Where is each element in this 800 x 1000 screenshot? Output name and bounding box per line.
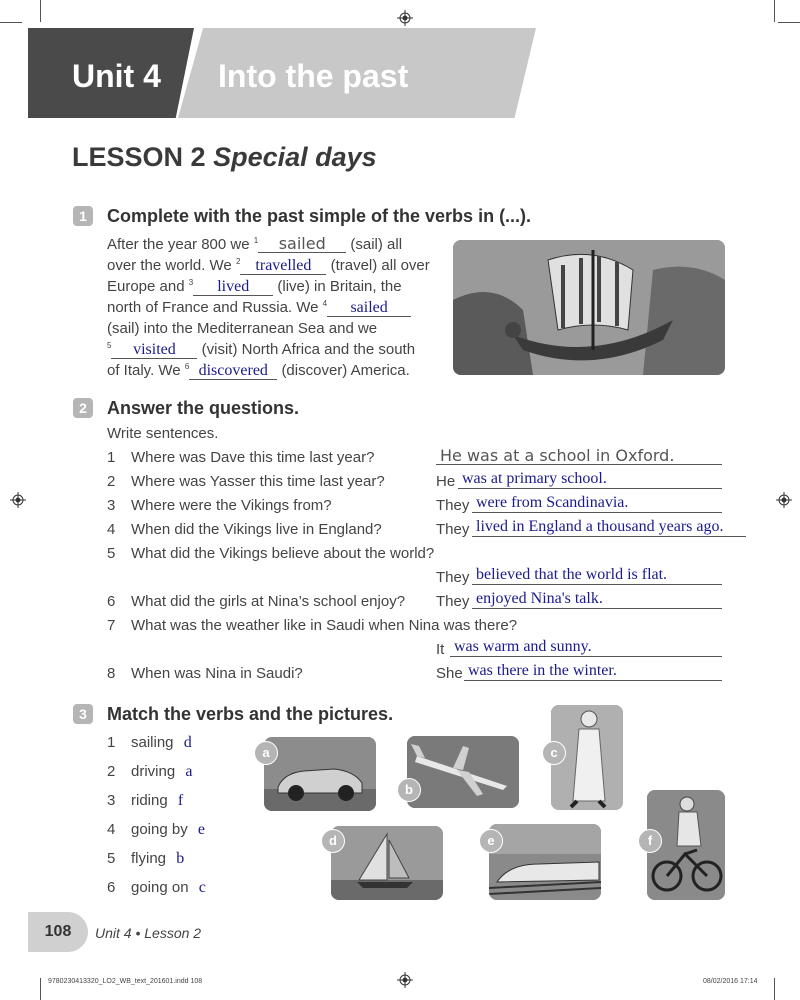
picture-c-label: c xyxy=(542,741,566,765)
match-item-2: 2 driving a xyxy=(107,763,193,780)
question-6: 6 What did the girls at Nina’s school enjoy? xyxy=(107,593,406,610)
page-number: 108 xyxy=(28,912,88,952)
task-1-line-4: north of France and Russia. We $^4$ sailed xyxy=(107,299,411,317)
task-1-line-5: (sail) into the Mediterranean Sea and we xyxy=(107,320,378,337)
picture-b-label: b xyxy=(397,778,421,802)
match-answer-5[interactable]: b xyxy=(176,850,185,867)
task-2-subtitle: Write sentences. xyxy=(107,425,219,442)
sailboat-icon xyxy=(331,826,443,900)
answer-1[interactable]: He was at a school in Oxford. xyxy=(436,446,722,465)
viking-ship-icon xyxy=(453,240,725,375)
train-icon xyxy=(489,824,601,900)
picture-a-label: a xyxy=(254,741,278,765)
task-1-line-1: After the year 800 we $^1$ sailed (sail) all xyxy=(107,234,403,253)
task-1-title: Complete with the past simple of the verbs in (...). xyxy=(107,206,532,226)
answer-blank-2[interactable]: travelled xyxy=(240,258,326,275)
registration-mark-icon xyxy=(10,492,26,508)
answer-6[interactable]: enjoyed Nina's talk. xyxy=(472,590,722,609)
question-3: 3 Where were the Vikings from? xyxy=(107,497,332,514)
picture-e-label: e xyxy=(479,829,503,853)
answer-blank-6[interactable]: discovered xyxy=(189,363,277,380)
question-5: 5 What did the Vikings believe about the world? xyxy=(107,545,435,562)
match-item-4: 4 going by e xyxy=(107,821,205,838)
crop-mark xyxy=(40,978,41,1000)
answer-8[interactable]: was there in the winter. xyxy=(464,662,722,681)
lesson-heading xyxy=(72,142,377,173)
match-item-3: 3 riding f xyxy=(107,792,184,809)
task-2-number: 2 xyxy=(73,398,93,418)
picture-e-train xyxy=(489,824,601,900)
answer-blank-1[interactable]: sailed xyxy=(258,236,346,253)
question-1: 1 Where was Dave this time last year? xyxy=(107,449,375,466)
task-1-line-3: Europe and $^3$ lived (live) in Britain, the xyxy=(107,278,402,295)
match-item-6: 6 going on c xyxy=(107,879,206,896)
answer-blank-3[interactable]: lived xyxy=(193,279,273,296)
lesson-title: Special days xyxy=(213,142,377,172)
print-slug-right: 08/02/2016 17:14 xyxy=(703,978,758,985)
print-slug-left: 9780230413320_LO2_WB_text_201601.indd 108 xyxy=(48,978,203,985)
task-1-number: 1 xyxy=(73,206,93,226)
picture-b-plane xyxy=(407,736,519,808)
registration-mark-icon xyxy=(397,10,413,26)
picture-d-sailing xyxy=(331,826,443,900)
match-answer-4[interactable]: e xyxy=(197,821,205,838)
crop-mark xyxy=(774,0,775,22)
question-8: 8 When was Nina in Saudi? xyxy=(107,665,303,682)
answer-4[interactable]: lived in England a thousand years ago. xyxy=(472,518,746,537)
match-answer-2[interactable]: a xyxy=(185,763,193,780)
match-item-1: 1 sailing d xyxy=(107,734,192,751)
match-answer-3[interactable]: f xyxy=(177,792,184,809)
picture-f-label: f xyxy=(638,829,662,853)
answer-5[interactable]: believed that the world is flat. xyxy=(472,566,722,585)
task-1-line-6: $^5$ visited (visit) North Africa and the south xyxy=(107,341,416,358)
crop-mark xyxy=(0,22,22,23)
match-item-5: 5 flying b xyxy=(107,850,185,867)
answer-start-2: He xyxy=(436,473,456,490)
task-2-title: Answer the questions. xyxy=(107,398,300,418)
crop-mark xyxy=(778,22,800,23)
task-3-title: Match the verbs and the pictures. xyxy=(107,704,394,724)
unit-title: Into the past xyxy=(218,58,409,94)
unit-label: Unit 4 xyxy=(72,58,161,94)
answer-start-4: They xyxy=(436,521,470,538)
footer-unit-lesson: Unit 4 • Lesson 2 xyxy=(95,925,202,941)
answer-7[interactable]: was warm and sunny. xyxy=(450,638,722,657)
car-icon xyxy=(264,737,376,811)
task-1-line-2: over the world. We $^2$ travelled (travel) all over xyxy=(107,257,430,274)
match-answer-1[interactable]: d xyxy=(183,734,192,751)
answer-start-7: It xyxy=(436,641,445,658)
airplane-icon xyxy=(407,736,519,808)
registration-mark-icon xyxy=(776,492,792,508)
picture-d-label: d xyxy=(321,829,345,853)
task-1-line-7: of Italy. We $^6$ discovered (discover) America. xyxy=(107,362,410,379)
viking-ship-image xyxy=(453,240,725,375)
question-7: 7 What was the weather like in Saudi when Nina was there? xyxy=(107,617,518,634)
lesson-label: LESSON 2 xyxy=(72,142,206,172)
answer-3[interactable]: were from Scandinavia. xyxy=(472,494,722,513)
task-3-number: 3 xyxy=(73,704,93,724)
answer-start-3: They xyxy=(436,497,470,514)
answer-start-6: They xyxy=(436,593,470,610)
crop-mark xyxy=(40,0,41,22)
answer-start-5: They xyxy=(436,569,470,586)
answer-blank-4[interactable]: sailed xyxy=(327,300,411,317)
answer-start-8: She xyxy=(436,665,463,682)
crop-mark xyxy=(774,978,775,1000)
answer-blank-5[interactable]: visited xyxy=(111,342,197,359)
match-answer-6[interactable]: c xyxy=(198,879,206,896)
question-4: 4 When did the Vikings live in England? xyxy=(107,521,382,538)
answer-2[interactable]: was at primary school. xyxy=(458,470,722,489)
picture-a-car xyxy=(264,737,376,811)
registration-mark-icon xyxy=(397,972,413,988)
question-2: 2 Where was Yasser this time last year? xyxy=(107,473,385,490)
